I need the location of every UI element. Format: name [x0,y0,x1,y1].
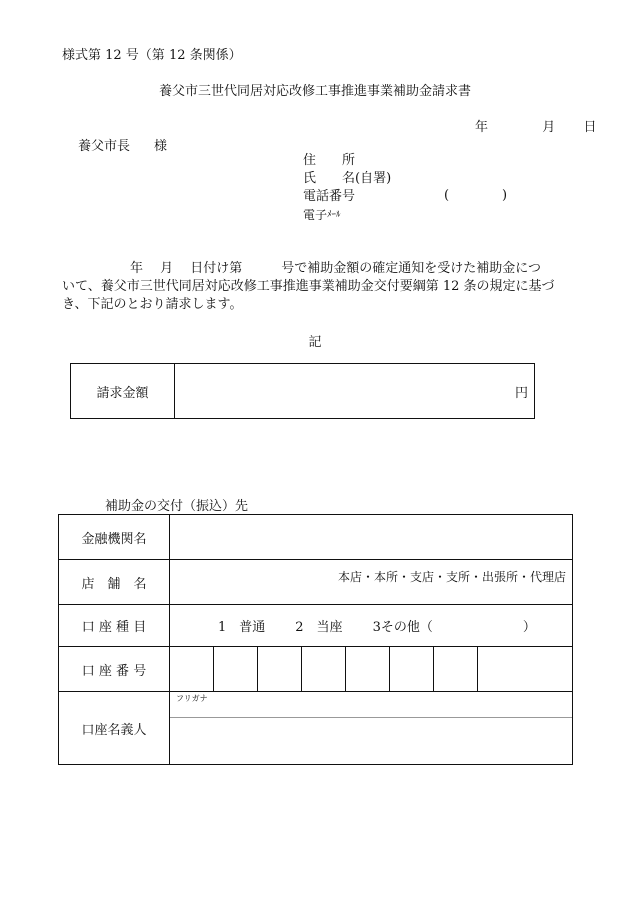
account-digit-box[interactable] [214,647,258,691]
addressee-honorific: 様 [154,139,168,154]
applicant-block [303,152,391,224]
account-digit-box[interactable] [170,647,214,691]
bank-field[interactable] [170,515,573,560]
phone-paren-open: ( [444,188,450,203]
body-line-1: 年 月 日付け第 号で補助金額の確定通知を受けた補助金につ [130,261,542,276]
bank-label: 金融機関名 [59,515,170,560]
holder-label: 口座名義人 [59,692,170,765]
date-year: 年 [475,120,489,135]
email-label [303,206,391,224]
date-month: 月 [542,120,556,135]
date-line [475,116,597,135]
phone-paren-close: ) [502,188,508,203]
bank-table [58,514,573,765]
account-type-other[interactable]: 3その他（ [372,620,433,635]
body-text [62,260,572,314]
account-type-normal[interactable]: 1 普通 [218,620,266,635]
store-label: 店 舗 名 [59,560,170,605]
transfer-heading: 補助金の交付（振込）先 [105,499,249,514]
account-type-label: 口 座 種 目 [59,605,170,647]
account-number-row [59,647,573,692]
form-number: 様式第 12 号（第 12 条関係） [62,48,242,63]
holder-row [59,692,573,765]
date-day: 日 [583,120,597,135]
account-type-row [59,605,573,647]
address-label: 住 所 [303,153,356,168]
holder-field[interactable] [170,692,573,765]
document-title: 養父市三世代同居対応改修工事推進事業補助金請求書 [158,84,471,99]
store-field[interactable] [170,560,573,605]
body-line-3: き、下記のとおり請求します。 [62,297,243,312]
email-label-main: 電子 [303,208,328,222]
account-number-field [170,647,573,692]
phone-label: 電話番号 [303,189,356,204]
account-digit-box[interactable] [258,647,302,691]
account-digit-box[interactable] [302,647,346,691]
addressee-name: 養父市長 [78,139,131,154]
furigana-divider [170,717,572,718]
amount-label: 請求金額 [71,364,175,418]
account-digit-box[interactable] [478,647,572,691]
account-type-other-close: ） [522,620,536,635]
name-label: 氏 名(自署) [303,171,392,186]
email-label-small: ﾒｰﾙ [327,210,341,220]
body-line-2: いて、養父市三世代同居対応改修工事推進事業補助金交付要綱第 12 条の規定に基づ [62,279,555,294]
store-types: 本店・本所・支店・支所・出張所・代理店 [337,570,566,584]
amount-box [70,363,535,419]
amount-unit: 円 [514,385,528,401]
account-type-current[interactable]: 2 当座 [295,620,343,635]
ki-heading: 記 [308,335,322,350]
account-number-label: 口 座 番 号 [59,647,170,692]
account-digit-box[interactable] [390,647,434,691]
addressee [78,135,167,154]
store-row [59,560,573,605]
furigana-label: フリガナ [176,694,208,703]
amount-field[interactable] [175,364,534,418]
bank-row [59,515,573,560]
account-digit-box[interactable] [434,647,478,691]
account-digit-box[interactable] [346,647,390,691]
account-type-field[interactable] [170,605,573,647]
